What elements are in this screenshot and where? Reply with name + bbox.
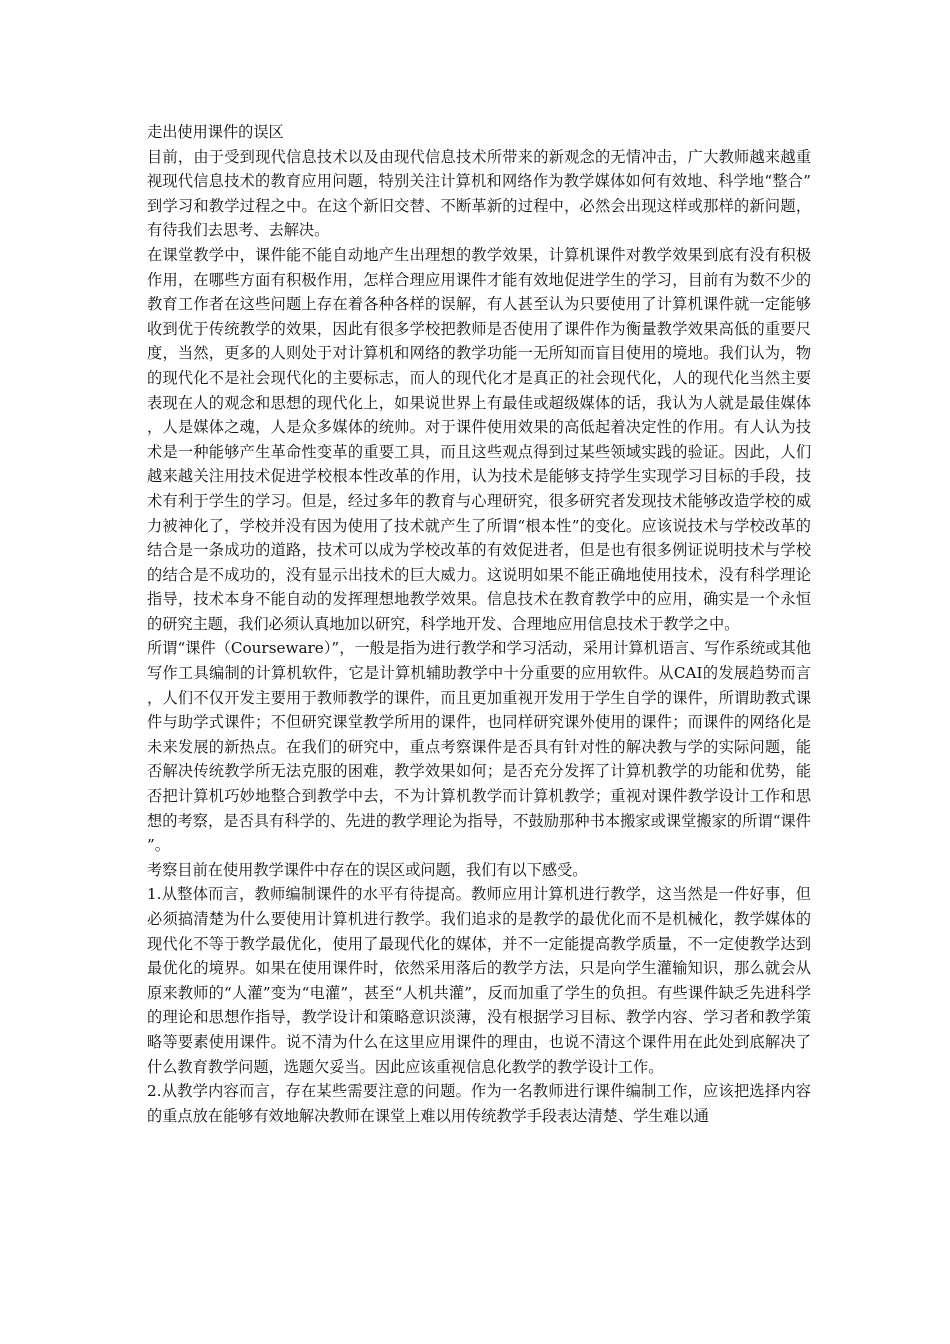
document-title: 走出使用课件的误区: [147, 123, 284, 141]
paragraph-intro: 目前，由于受到现代信息技术以及由现代信息技术所带来的新观念的无情冲击，广大教师越来越重视现代信息技术的教育应用问题，特别关注计算机和网络作为教学媒体如何有效地、科学地“整合”到学习和教学过程之中。在这个新旧交替、不断革新的过程中，必然会出现这样或那样的新问题，有待我们去思考、去解决。: [147, 147, 811, 240]
paragraph-point-1: 1.从整体而言，教师编制课件的水平有待提高。教师应用计算机进行教学，这当然是一件好事，但必须搞清楚为什么要使用计算机进行教学。我们追求的是教学的最优化而不是机械化，教学媒体的现代化不等于教学最优化，使用了最现代化的媒体，并不一定能提高教学质量，不一定使教学达到最优化的境界。如果在使用课件时，依然采用落后的教学方法，只是向学生灌输知识，那么就会从原来教师的“人灌”变为“电灌”，甚至“人机共灌”，反而加重了学生的负担。有些课件缺乏先进科学的理论和思想作指导，教学设计和策略意识淡薄，没有根据学习目标、教学内容、学习者和教学策略等要素使用课件。说不清为什么在这里应用课件的理由，也说不清这个课件用在此处到底解决了什么教育教学问题，选题欠妥当。因此应该重视信息化教学的教学设计工作。: [147, 885, 811, 1076]
paragraph-courseware-definition: 所谓“课件（Courseware）”，一般是指为进行教学和学习活动，采用计算机语言、写作系统或其他写作工具编制的计算机软件，它是计算机辅助教学中十分重要的应用软件。从CAI的发展趋势而言，人们不仅开发主要用于教师教学的课件，而且更加重视开发用于学生自学的课件，所谓助教式课件与助学式课件；不但研究课堂教学所用的课件，也同样研究课外使用的课件；而课件的网络化是未来发展的新热点。在我们的研究中，重点考察课件是否具有针对性的解决教与学的实际问题，能否解决传统教学所无法克服的困难，教学效果如何；是否充分发挥了计算机教学的功能和优势，能否把计算机巧妙地整合到教学中去，不为计算机教学而计算机教学；重视对课件教学设计工作和思想的考察，是否具有科学的、先进的教学理论为指导，不鼓励那种书本搬家或课堂搬家的所谓“课件”。: [147, 639, 811, 855]
paragraph-survey-intro: 考察目前在使用教学课件中存在的误区或问题，我们有以下感受。: [147, 860, 588, 879]
paragraph-point-2: 2.从教学内容而言，存在某些需要注意的问题。作为一名教师进行课件编制工作，应该把选择内容的重点放在能够有效地解决教师在课堂上难以用传统教学手段表达清楚、学生难以通: [147, 1082, 811, 1125]
paragraph-classroom-teaching: 在课堂教学中，课件能不能自动地产生出理想的教学效果，计算机课件对教学效果到底有没有积极作用，在哪些方面有积极作用，怎样合理应用课件才能有效地促进学生的学习，目前有为数不少的教育工作者在这些问题上存在着各种各样的误解，有人甚至认为只要使用了计算机课件就一定能够收到优于传统教学的效果，因此有很多学校把教师是否使用了课件作为衡量教学效果高低的重要尺度，当然，更多的人则处于对计算机和网络的教学功能一无所知而盲目使用的境地。我们认为，物的现代化不是社会现代化的主要标志，而人的现代化才是真正的社会现代化，人的现代化当然主要表现在人的观念和思想的现代化上，如果说世界上有最佳或超级媒体的话，我认为人就是最佳媒体，人是媒体之魂，人是众多媒体的统帅。对于课件使用效果的高低起着决定性的作用。有人认为技术是一种能够产生革命性变革的重要工具，而且这些观点得到过某些领域实践的验证。因此，人们越来越关注用技术促进学校根本性改革的作用，认为技术是能够支持学生实现学习目标的手段，技术有利于学生的学习。但是，经过多年的教育与心理研究，很多研究者发现技术能够改造学校的威力被神化了，学校并没有因为使用了技术就产生了所谓“根本性”的变化。应该说技术与学校改革的结合是一条成功的道路，技术可以成为学校改革的有效促进者，但是也有很多例证说明技术与学校的结合是不成功的，没有显示出技术的巨大威力。这说明如果不能正确地使用技术，没有科学理论指导，技术本身不能自动的发挥理想地教学效果。信息技术在教育教学中的应用，确实是一个永恒的研究主题，我们必须认真地加以研究，科学地开发、合理地应用信息技术于教学之中。: [147, 245, 811, 633]
document-page: [147, 120, 811, 1128]
